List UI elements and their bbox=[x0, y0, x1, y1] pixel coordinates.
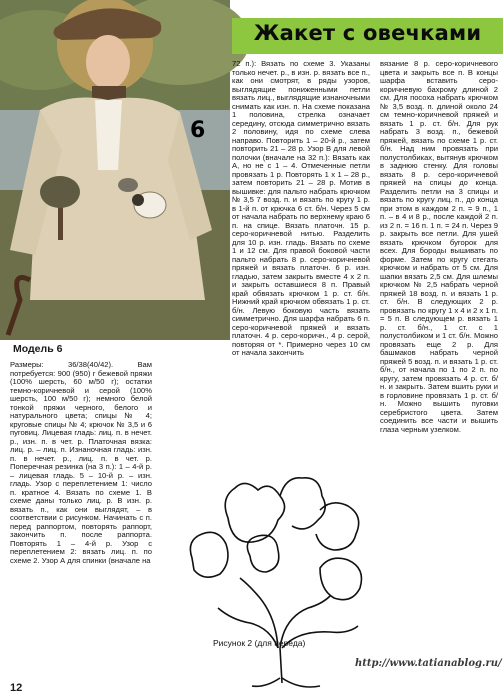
page-number: 12 bbox=[10, 682, 23, 694]
middle-column-text: 72 п.): Вязать по схеме 3. Указаны только нечет. р., в изн. р. вязать все п., как они смотрят, в ряды узоров, выглядящие пониженными петли вязать лиц., выглядящие изнаночными снимать как изн. п. На схеме показана 1 половина, стрелка означает середину, отсюда симметрично вязать 2 половину, идя по схеме слева направо. Повторить 1 – 20-й р., затем повторить 21 – 28 р. Узор В для левой полочки (вначале на 32 п.): Вязать как А, но не с 1 – 4. Отмеченные петли провязать 1 р. Повторять 1 х 1 – 28 р., затем повторить 21 – 28 р. Мотив в вышивке: для пальто набрать крючком № 3,5 7 возд. п. и вязать по кругу 1 р. в 1-й п. от крючка 6 ст. б/н. Через 5 см от начала набрать по верхнему краю 6 п. на спице. Вязать платочн. 15 р. серо-коричневой нитью. Разделить для 10 р. изн. гладь. Вязать по схеме 1 и 12 см. Для правой боковой части пальто набрать 8 р. серо-коричневой пряжей и вязать платочн. 6 р. изн. гладью, затем закрыть вместе 4 х 2 п. и закрыть оставшиеся 8 п. Правый край обвязать крючком 1 р. ст. б/н. Нижний край крючком обвязать 1 р. ст. б/н. Левую боковую часть вязать симметрично. Для шарфа набрать 6 п. серо-коричневой пряжей и вязать платочн. 4 р. серо-коричн., 4 р. серой, повторяя от *. Примерно через 10 см от начала закончить bbox=[232, 59, 370, 357]
page-title: Жакет с овечками bbox=[253, 21, 482, 45]
left-column-text: Размеры: 36/38(40/42). Вам потребуется: 900 (950) г бежевой пряжи (100% шерсть, 60 м/50 г); остатки темно-коричневой и серой (100% шерсть, 100 м/50 г); немного белой тонкой пряжи черного, белого и натурального цвета; спицы № 4; круговые спицы № 4; крючок № 3,5 и 6 пуговиц. Лицевая гладь: лиц. п. в нечет. р., изн. п. в чет. р. Платочная вязка: лиц. р. – лиц. п. Изнаночная гладь: изн. п. в нечет. р., лиц. п. в чет. р. Поперечная резинка (на 3 п.): 1 – 4-й р. – лицевая гладь. 5 – 10-й р. – изн. гладь. Узор с переплетением 1: число п. кратное 4. Вязать по схеме 1. В схеме даны только лиц. р. В изн. р. вязать п., как они выглядят, – в соответствии с рисунком. Начинать с п. перед раппортом, повторять раппорт, закончить п. после раппорта. Повторять 1 – 4-й р. Узор с переплетением 2: вязать лиц. п. по схеме 2. Узор А для спинки (вначале на bbox=[10, 360, 152, 565]
instructions-left-column bbox=[10, 348, 152, 673]
model-photo bbox=[0, 0, 230, 340]
photo-model-number: 6 bbox=[190, 118, 206, 143]
tree-pattern-diagram bbox=[180, 458, 378, 690]
instructions-middle-column bbox=[232, 59, 370, 357]
model-heading: Модель 6 bbox=[13, 343, 63, 355]
instructions-right-column bbox=[380, 60, 498, 600]
title-banner bbox=[232, 18, 503, 54]
watermark-url: http://www.tatianablog.ru/ bbox=[355, 658, 502, 669]
right-column-text: вязание 8 р. серо-коричневого цвета и закрыть все п. В концы шарфа вставить серо-коричневую бахрому длиной 2 см. Для посоха набрать крючком № 3,5 возд. п. длиной около 24 см темно-коричневой пряжей и вязать 1 р. ст. б/н. Для рук набрать 3 возд. п., бежевой пряжей, вязать по схеме 1 р. ст. б/н. Над ним провязать при полустолбиках, вытянув крючком в заднюю стенку. Для головы вязать 8 р. серо-коричневой пряжей на спицы до конца. Разделить петли на 3 спицы и вязать по кругу лиц. п., до конца при этом в каждом 2 п. = 9 п., 1 п. – в 4 и 8 р., после каждой 2 п. из 2 п. = 16 п. 1 п. = 24 п. Через 9 р. закрыть все петли. Для ушей вязать крючком бугорок для всех. Для бороды вышивать по форме. Затем по кругу стегать крючком и набрать от 5 см. Для шапки вязать 2,5 см. Для шлемы крючком № 2,5 набрать черной пряжей 18 возд. п. и вязать 1 р. ст. б/н. В следующих 2 р. провязать по кругу 1 х 4 и 2 х 1 п. = 5 п. В следующем р. вязать 1 р. ст. б/н., 1 ст. с 1 полустолбиком и 1 ст. б/н. Можно провязать еще 2 р. Для башмаков набрать черной пряжей 5 возд. п. и вязать 1 р. ст. б/н., от начала по 1 по 2 п. по кругу, затем провязать 4 р. ст. б/н. и закрыть. Затем вшить руки и в горловине провязать 1 р. ст. б/н. Можно вышить пуговки серебристого цвета. Затем соединить все части и вышить глаза черным узелком. bbox=[380, 59, 498, 434]
figure-caption: Рисунок 2 (для переда) bbox=[213, 638, 306, 648]
